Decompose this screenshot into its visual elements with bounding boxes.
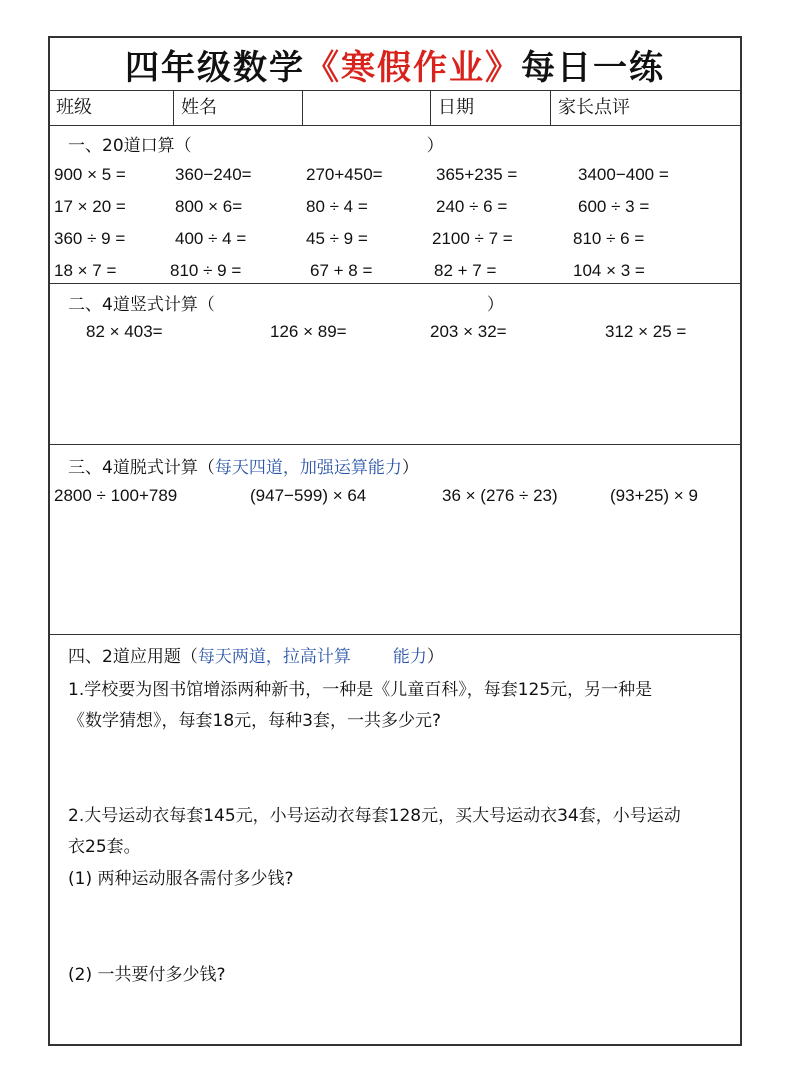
problem: 203 × 32= [430,322,507,341]
section-step-calc [50,445,740,635]
problem: 17 × 20 = [54,197,126,216]
problem: 36 × (276 ÷ 23) [442,486,558,505]
title-prefix: 四年级数学 [125,47,305,88]
info-row [50,90,740,126]
problem: 365+235 = [436,165,518,184]
section2-heading: 二、4道竖式计算（ ） [68,295,504,315]
divider [430,90,431,125]
problem: 18 × 7 = [54,261,117,280]
name-label: 姓名 [181,97,217,118]
problem: 3400−400 = [578,165,669,184]
question-2-line-2: 衣25套。 [68,837,141,857]
question-2-sub-1: (1) 两种运动服各需付多少钱? [68,869,294,889]
problem: 800 × 6= [175,197,243,216]
problem: 104 × 3 = [573,261,645,280]
class-label: 班级 [56,97,92,118]
divider [302,90,303,125]
problem: 400 ÷ 4 = [175,229,247,248]
problem: 600 ÷ 3 = [578,197,650,216]
problem: 360 ÷ 9 = [54,229,126,248]
problem: 2800 ÷ 100+789 [54,486,178,505]
section1-heading: 一、20道口算（ ） [68,136,444,156]
problem: 126 × 89= [270,322,347,341]
divider [550,90,551,125]
divider [173,90,174,125]
problem: 82 + 7 = [434,261,497,280]
worksheet-title [50,38,740,91]
problem: 360−240= [175,165,252,184]
problem: 2100 ÷ 7 = [432,229,513,248]
problem: 810 ÷ 6 = [573,229,645,248]
section-oral-calc [50,125,740,284]
section4-heading: 四、2道应用题（每天两道，拉高计算 能力） [68,647,444,667]
problem: (93+25) × 9 [610,486,698,505]
question-1-line-1: 1.学校要为图书馆增添两种新书，一种是《儿童百科》，每套125元，另一种是 [68,680,653,700]
section3-heading: 三、4道脱式计算（每天四道，加强运算能力） [68,458,419,478]
problem: 80 ÷ 4 = [306,197,368,216]
date-label: 日期 [438,97,474,118]
title-suffix: 每日一练 [521,47,665,88]
problem: 900 × 5 = [54,165,126,184]
problem: 45 ÷ 9 = [306,229,368,248]
question-2-sub-2: (2) 一共要付多少钱? [68,965,226,985]
section-column-calc [50,284,740,445]
problem: 82 × 403= [86,322,163,341]
problem: 312 × 25 = [605,322,687,341]
problem: 240 ÷ 6 = [436,197,508,216]
question-2-line-1: 2.大号运动衣每套145元，小号运动衣每套128元，买大号运动衣34套，小号运动 [68,806,681,826]
worksheet [48,36,742,1046]
name-field[interactable] [304,90,430,125]
problem: 270+450= [306,165,383,184]
title-highlight: 《寒假作业》 [305,47,521,88]
problem: 67 + 8 = [310,261,373,280]
parent-comment-label: 家长点评 [558,97,630,118]
problem: (947−599) × 64 [250,486,367,505]
section-word-problems [50,635,740,1046]
question-1-line-2: 《数学猜想》，每套18元，每种3套，一共多少元? [68,711,441,731]
problem: 810 ÷ 9 = [170,261,242,280]
